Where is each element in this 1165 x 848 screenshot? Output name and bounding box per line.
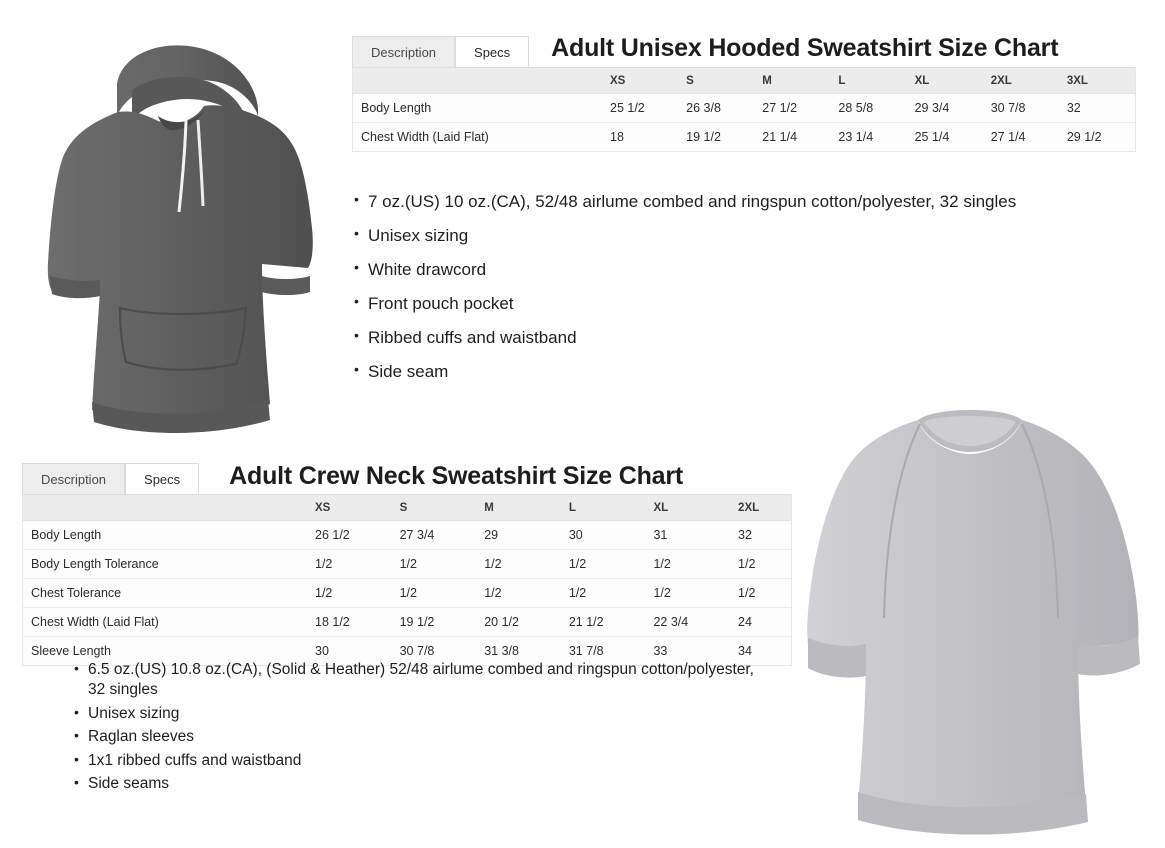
cell-sleeve-length-xl: 33 [645, 637, 730, 666]
list-item: • Ribbed cuffs and waistband [352, 328, 1092, 348]
cell-chest-width-m: 21 1/4 [754, 123, 830, 152]
hoodie-chart-header [352, 34, 1142, 67]
list-item: • White drawcord [352, 260, 1092, 280]
tab-description[interactable]: Description [22, 463, 125, 494]
cell-body-length-tolerance-xl: 1/2 [645, 550, 730, 579]
cell-chest-tolerance-s: 1/2 [392, 579, 477, 608]
cell-body-length-tolerance-2xl: 1/2 [730, 550, 791, 579]
cell-sleeve-length-l: 31 7/8 [561, 637, 646, 666]
cell-body-length-s: 26 3/8 [678, 94, 754, 123]
table-corner-header [23, 495, 307, 521]
crew-neck-product-image [800, 380, 1150, 840]
cell-chest-width-l: 23 1/4 [830, 123, 906, 152]
col-m: M [754, 68, 830, 94]
col-m: M [476, 495, 561, 521]
row-label-sleeve-length: Sleeve Length [23, 637, 307, 666]
cell-body-length-tolerance-s: 1/2 [392, 550, 477, 579]
cell-body-length-tolerance-l: 1/2 [561, 550, 646, 579]
hoodie-tabs[interactable] [352, 36, 529, 67]
crew-size-table-wrap [22, 494, 792, 666]
cell-sleeve-length-m: 31 3/8 [476, 637, 561, 666]
cell-chest-width-3xl: 29 1/2 [1059, 123, 1135, 152]
list-item: • Raglan sleeves [72, 727, 762, 747]
hoodie-size-chart-panel [352, 34, 1142, 152]
cell-chest-width-l: 21 1/2 [561, 608, 646, 637]
col-xs: XS [307, 495, 392, 521]
table-row [23, 550, 791, 579]
crew-chart-title: Adult Crew Neck Sweatshirt Size Chart [229, 462, 684, 490]
cell-body-length-xl: 29 3/4 [907, 94, 983, 123]
list-item: • Side seams [72, 774, 762, 794]
cell-body-length-xl: 31 [645, 521, 730, 550]
col-s: S [678, 68, 754, 94]
crew-neck-illustration [800, 380, 1150, 840]
row-label-chest-width: Chest Width (Laid Flat) [353, 123, 602, 152]
col-l: L [561, 495, 646, 521]
cell-body-length-xs: 26 1/2 [307, 521, 392, 550]
list-item: • Front pouch pocket [352, 294, 1092, 314]
cell-chest-width-s: 19 1/2 [678, 123, 754, 152]
cell-chest-tolerance-xs: 1/2 [307, 579, 392, 608]
crew-size-table [23, 495, 791, 665]
cell-chest-tolerance-xl: 1/2 [645, 579, 730, 608]
table-header-row [353, 68, 1135, 94]
table-row [353, 94, 1135, 123]
table-corner-header [353, 68, 602, 94]
crew-feature-list [72, 660, 762, 798]
list-item: • 1x1 ribbed cuffs and waistband [72, 751, 762, 771]
table-row [23, 521, 791, 550]
row-label-chest-tolerance: Chest Tolerance [23, 579, 307, 608]
table-header-row [23, 495, 791, 521]
cell-body-length-s: 27 3/4 [392, 521, 477, 550]
crew-size-chart-panel [22, 462, 812, 666]
table-row [23, 608, 791, 637]
col-l: L [830, 68, 906, 94]
cell-chest-width-2xl: 27 1/4 [983, 123, 1059, 152]
cell-sleeve-length-xs: 30 [307, 637, 392, 666]
col-2xl: 2XL [983, 68, 1059, 94]
cell-chest-tolerance-l: 1/2 [561, 579, 646, 608]
tab-specs[interactable]: Specs [455, 36, 529, 67]
cell-body-length-2xl: 32 [730, 521, 791, 550]
tab-specs[interactable]: Specs [125, 463, 199, 494]
cell-body-length-2xl: 30 7/8 [983, 94, 1059, 123]
cell-chest-width-2xl: 24 [730, 608, 791, 637]
list-item: • 7 oz.(US) 10 oz.(CA), 52/48 airlume combed and ringspun cotton/polyester, 32 singles [352, 192, 1092, 212]
cell-sleeve-length-2xl: 34 [730, 637, 791, 666]
table-row [23, 579, 791, 608]
list-item: • 6.5 oz.(US) 10.8 oz.(CA), (Solid & Heather) 52/48 airlume combed and ringspun cotton/polyester, 32 singles [72, 660, 762, 701]
list-item: • Side seam [352, 362, 1092, 382]
col-xl: XL [907, 68, 983, 94]
list-item: • Unisex sizing [72, 704, 762, 724]
cell-chest-width-xs: 18 [602, 123, 678, 152]
hoodie-feature-list [352, 192, 1092, 396]
cell-chest-tolerance-m: 1/2 [476, 579, 561, 608]
col-xl: XL [645, 495, 730, 521]
row-label-body-length: Body Length [23, 521, 307, 550]
cell-chest-tolerance-2xl: 1/2 [730, 579, 791, 608]
row-label-chest-width: Chest Width (Laid Flat) [23, 608, 307, 637]
cell-body-length-m: 27 1/2 [754, 94, 830, 123]
list-item: • Unisex sizing [352, 226, 1092, 246]
hoodie-size-table-wrap [352, 67, 1136, 152]
cell-body-length-l: 28 5/8 [830, 94, 906, 123]
col-3xl: 3XL [1059, 68, 1135, 94]
row-label-body-length-tolerance: Body Length Tolerance [23, 550, 307, 579]
cell-chest-width-xs: 18 1/2 [307, 608, 392, 637]
cell-body-length-xs: 25 1/2 [602, 94, 678, 123]
cell-body-length-tolerance-m: 1/2 [476, 550, 561, 579]
col-xs: XS [602, 68, 678, 94]
cell-body-length-tolerance-xs: 1/2 [307, 550, 392, 579]
cell-body-length-l: 30 [561, 521, 646, 550]
cell-chest-width-s: 19 1/2 [392, 608, 477, 637]
hoodie-product-image [22, 24, 332, 454]
cell-chest-width-m: 20 1/2 [476, 608, 561, 637]
cell-chest-width-xl: 22 3/4 [645, 608, 730, 637]
hoodie-illustration [22, 24, 332, 454]
cell-body-length-m: 29 [476, 521, 561, 550]
table-row [353, 123, 1135, 152]
row-label-body-length: Body Length [353, 94, 602, 123]
hoodie-chart-title: Adult Unisex Hooded Sweatshirt Size Chart [551, 34, 1059, 62]
crew-tabs[interactable] [22, 463, 199, 494]
tab-description[interactable]: Description [352, 36, 455, 67]
cell-body-length-3xl: 32 [1059, 94, 1135, 123]
crew-chart-header [22, 462, 812, 494]
col-2xl: 2XL [730, 495, 791, 521]
cell-sleeve-length-s: 30 7/8 [392, 637, 477, 666]
col-s: S [392, 495, 477, 521]
hoodie-size-table [353, 68, 1135, 151]
cell-chest-width-xl: 25 1/4 [907, 123, 983, 152]
